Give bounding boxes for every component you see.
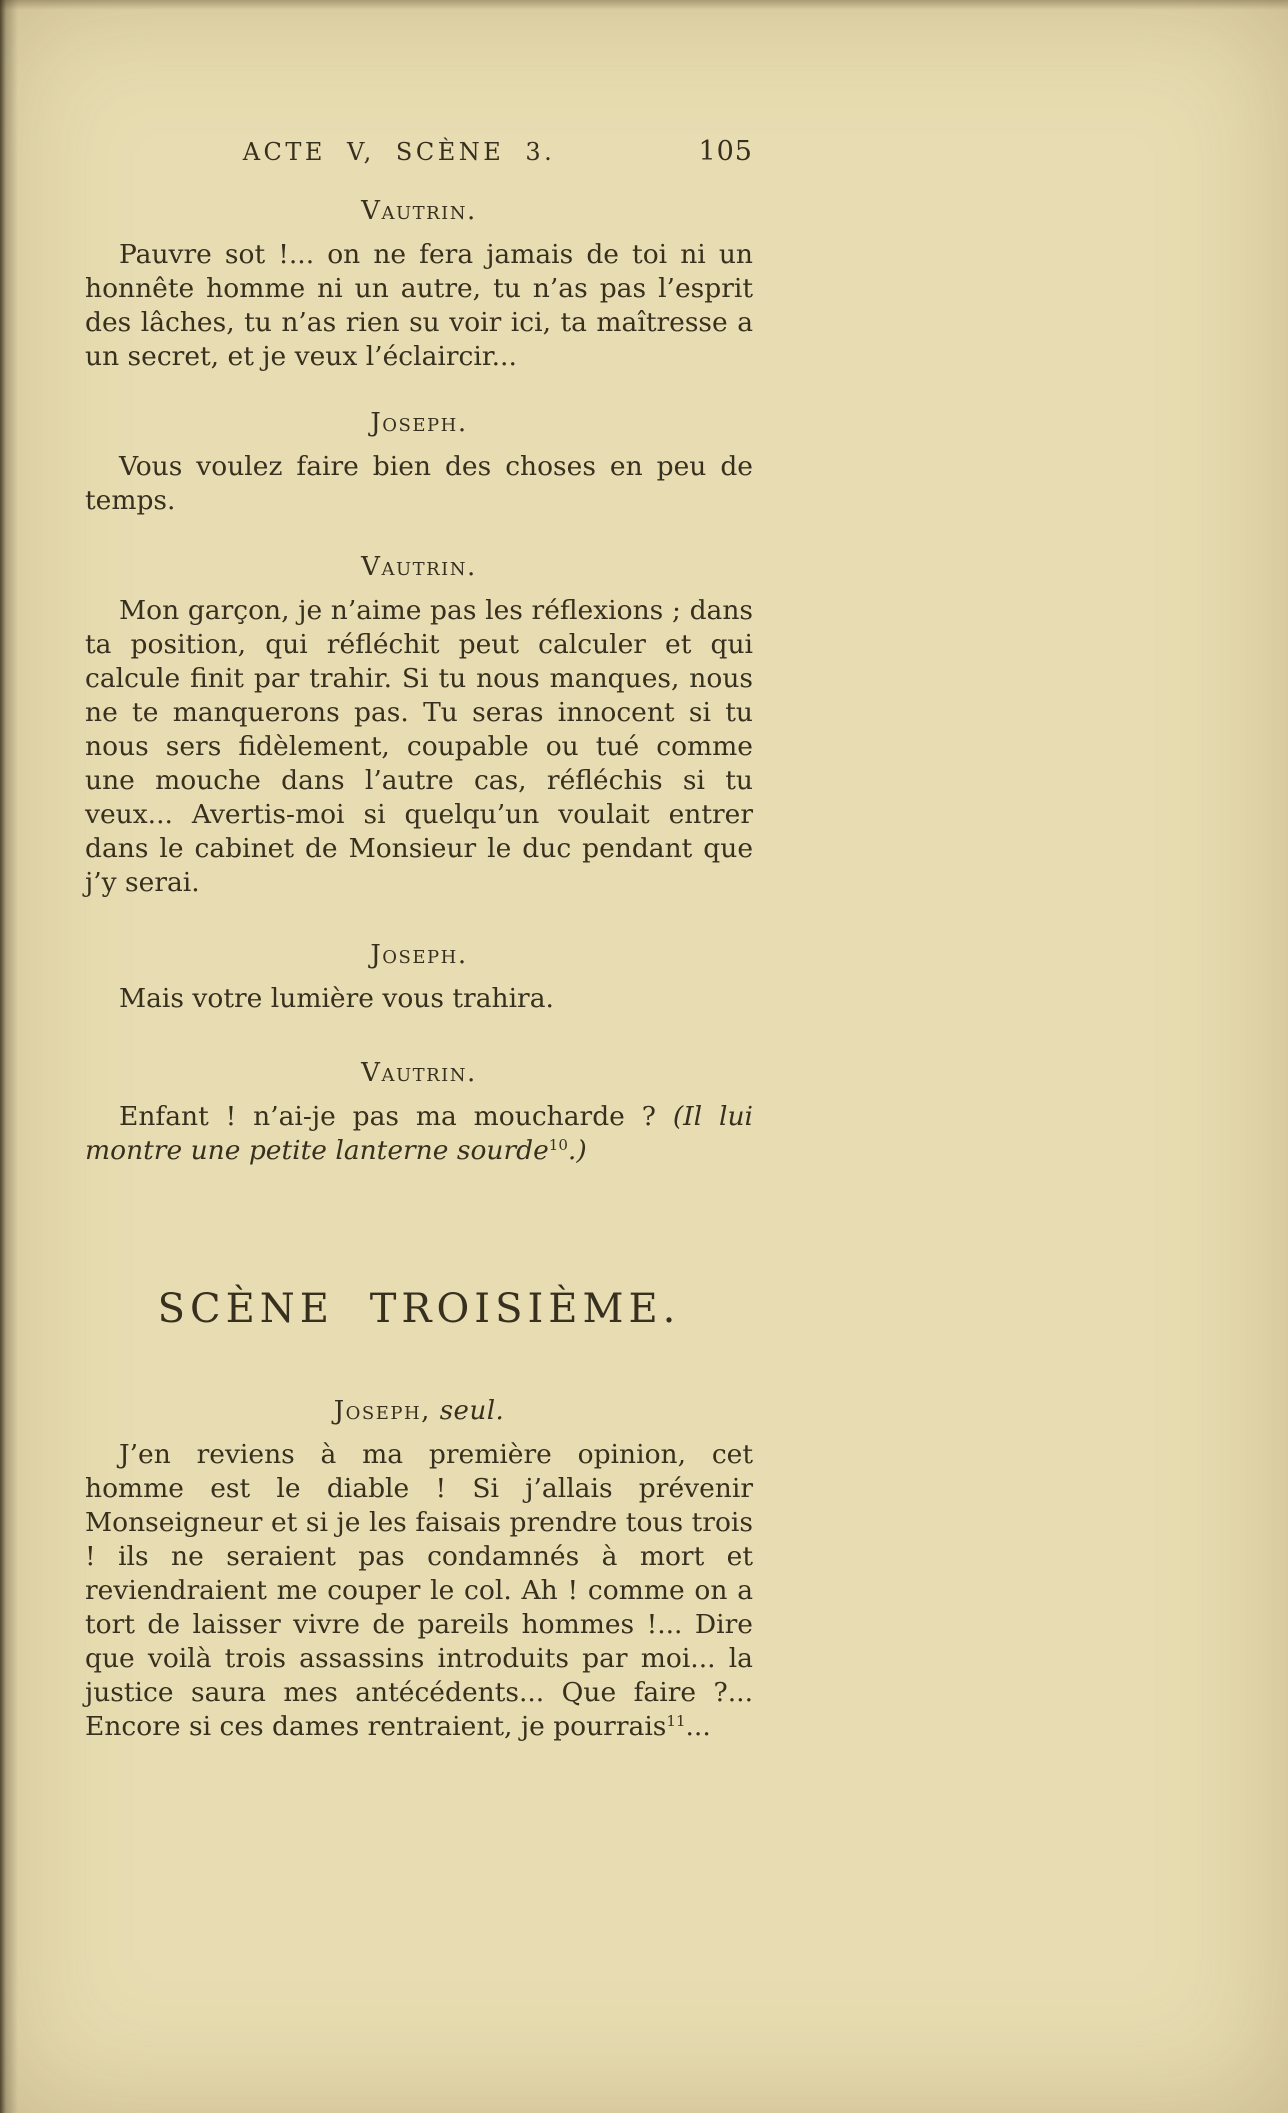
- speaker-name: Joseph,: [333, 1396, 431, 1426]
- footnote-ref-10: 10: [548, 1136, 568, 1154]
- speaker-stage-note: seul.: [430, 1396, 505, 1426]
- book-gutter-shadow: [0, 0, 18, 2113]
- text-column: [85, 0, 753, 1744]
- speaker-name: Vautrin.: [361, 1058, 477, 1088]
- dialogue-paragraph: Vous voulez faire bien des choses en peu de temps.: [85, 451, 753, 516]
- stage-direction-end: .): [567, 1135, 587, 1166]
- speaker-name: Vautrin.: [361, 196, 477, 226]
- monologue-tail: ...: [685, 1711, 711, 1742]
- scene-speaker: [85, 1396, 753, 1426]
- dialogue-paragraph: Mais votre lumière vous trahira.: [119, 983, 554, 1014]
- running-head: [85, 138, 753, 172]
- monologue-paragraph: [85, 1438, 753, 1744]
- dialogue-paragraph: Mon garçon, je n’aime pas les réflexions ; dans ta position, qui réfléchit peut calculer et qui calcule finit par trahir. Si tu nous manques, nous ne te manquerons pas. Tu seras innocent si tu nous sers fidèlement, coupable ou tué comme une mouche dans l’autre cas, réfléchis si tu veux... Avertis-moi si quelqu’un voulait entrer dans le cabinet de Monsieur le duc pendant que j’y serai.: [85, 595, 753, 898]
- speaker-name: Joseph.: [370, 408, 468, 438]
- dialogue-paragraph: [85, 1100, 753, 1168]
- scene-heading: SCÈNE TROISIÈME.: [157, 1286, 681, 1332]
- dialogue-paragraph: Pauvre sot !... on ne fera jamais de toi ni un honnête homme ni un autre, tu n’as pas l’esprit des lâches, tu n’as rien su voir ici, ta maîtresse a un secret, et je veux l’éclaircir...: [85, 239, 753, 372]
- dialogue-text: Enfant ! n’ai-je pas ma moucharde ?: [119, 1101, 673, 1132]
- stage-direction: (Il lui montre une petite lanterne sourde: [85, 1101, 753, 1166]
- footnote-ref-11: 11: [666, 1712, 686, 1730]
- page-number: 105: [698, 136, 753, 167]
- monologue-text: J’en reviens à ma première opinion, cet homme est le diable ! Si j’allais prévenir Monseigneur et si je les faisais prendre tous trois ! ils ne seraient pas condamnés à mort et reviendraient me couper le col. Ah ! comme on a tort de laisser vivre de pareils hommes !... Dire que voilà trois assassins introduits par moi... la justice saura mes antécédents... Que faire ?... Encore si ces dames rentraient, je pourrais: [85, 1439, 753, 1742]
- speaker-name: Vautrin.: [361, 552, 477, 582]
- speaker-name: Joseph.: [370, 940, 468, 970]
- running-title: ACTE V, SCÈNE 3.: [242, 138, 556, 166]
